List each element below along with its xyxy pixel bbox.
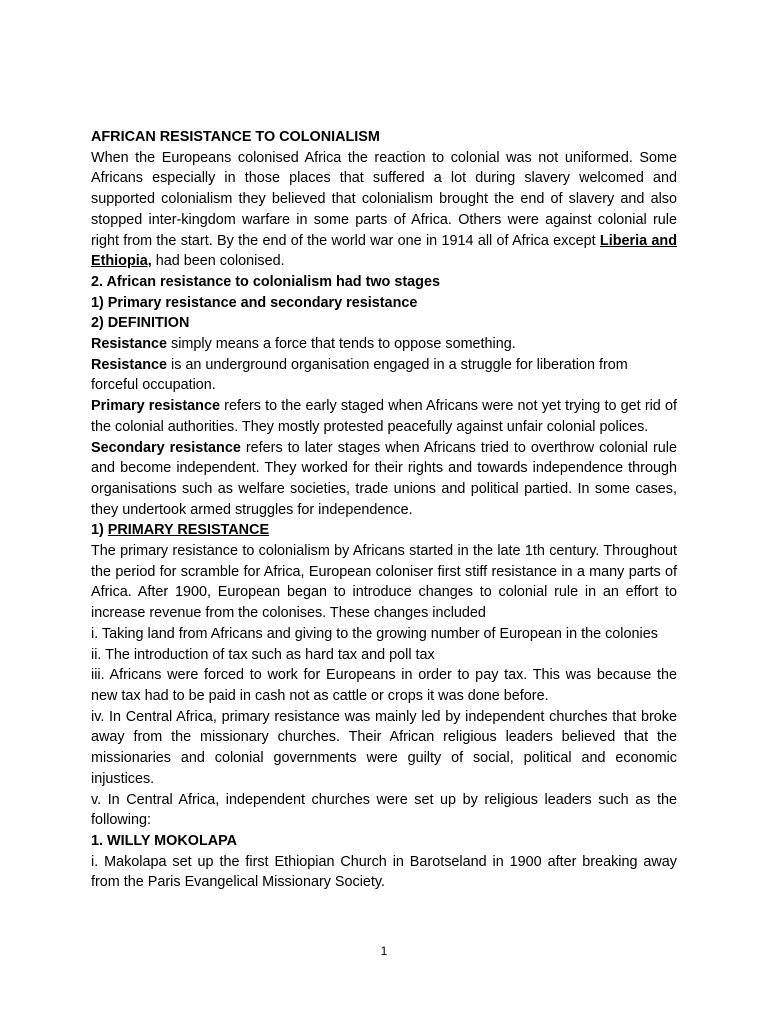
definition-text: simply means a force that tends to oppose something. bbox=[167, 336, 516, 353]
definition-term: Resistance bbox=[91, 336, 167, 353]
stages-heading: 2. African resistance to colonialism had two stages bbox=[91, 273, 440, 290]
change-item-2: ii. The introduction of tax such as hard tax and poll tax bbox=[91, 646, 435, 663]
primary-paragraph: The primary resistance to colonialism by Africans started in the late 1th century. Throughout the period for scramble for Africa, European coloniser first stiff resistance in a many parts of Africa. After 1900, European began to introduce changes to colonial rule in an effort to increase revenue from the colonises. These changes included bbox=[91, 543, 677, 622]
intro-paragraph bbox=[91, 148, 677, 272]
definition-text: refers to later stages when Africans tried to overthrow colonial rule and become independent. They worked for their rights and towards independence through organisations such as welfare societies, trade unions and political partied. In some cases, they undertook armed struggles for independence. bbox=[91, 439, 677, 518]
definition-heading: 2) DEFINITION bbox=[91, 315, 190, 332]
change-item-5: v. In Central Africa, independent churches were set up by religious leaders such as the following: bbox=[91, 791, 677, 829]
definition-term: Secondary resistance bbox=[91, 439, 241, 456]
primary-resistance-heading bbox=[91, 520, 677, 541]
definition-3 bbox=[91, 396, 677, 437]
intro-text-2: had been colonised. bbox=[151, 253, 285, 270]
definition-4 bbox=[91, 438, 677, 521]
change-item-4: iv. In Central Africa, primary resistance was mainly led by independent churches that broke away from the missionary churches. Their African religious leaders believed that the missionaries and colonial governments were guilty of social, political and economic injustices. bbox=[91, 708, 677, 787]
page-number: 1 bbox=[380, 944, 388, 958]
document-body bbox=[91, 127, 677, 893]
change-item-1: i. Taking land from Africans and giving to the growing number of European in the colonies bbox=[91, 625, 658, 642]
definition-term: Primary resistance bbox=[91, 398, 220, 415]
stages-item: 1) Primary resistance and secondary resistance bbox=[91, 294, 418, 311]
definition-term: Resistance bbox=[91, 356, 167, 373]
intro-emphasis: Liberia and Ethiopia, bbox=[91, 232, 677, 270]
definition-text: refers to the early staged when Africans were not yet trying to get rid of the colonial authorities. They mostly protested peacefully against unfair colonial polices. bbox=[91, 398, 677, 435]
document-title: AFRICAN RESISTANCE TO COLONIALISM bbox=[91, 129, 380, 145]
definition-text: is an underground organisation engaged in a struggle for liberation from forceful occupation. bbox=[91, 356, 628, 394]
definition-2 bbox=[91, 355, 677, 396]
definition-1 bbox=[91, 334, 677, 355]
primary-heading-label: PRIMARY RESISTANCE bbox=[107, 522, 270, 539]
intro-text-1: When the Europeans colonised Africa the reaction to colonial was not uniformed. Some Africans especially in those places that suffered a lot during slavery welcomed and supported colonialism they believed that colonialism brought the end of slavery and also stopped inter-kingdom warfare in some parts of Africa. Others were against colonial rule right from the start. By the end of the world war one in 1914 all of Africa except bbox=[91, 149, 677, 249]
leader-heading: 1. WILLY MOKOLAPA bbox=[91, 832, 238, 849]
leader-paragraph: i. Makolapa set up the first Ethiopian Church in Barotseland in 1900 after breaking away from the Paris Evangelical Missionary Society. bbox=[91, 853, 677, 891]
primary-heading-number: 1) bbox=[91, 522, 108, 539]
change-item-3: iii. Africans were forced to work for Europeans in order to pay tax. This was because the new tax had to be paid in cash not as cattle or crops it was done before. bbox=[91, 667, 677, 704]
